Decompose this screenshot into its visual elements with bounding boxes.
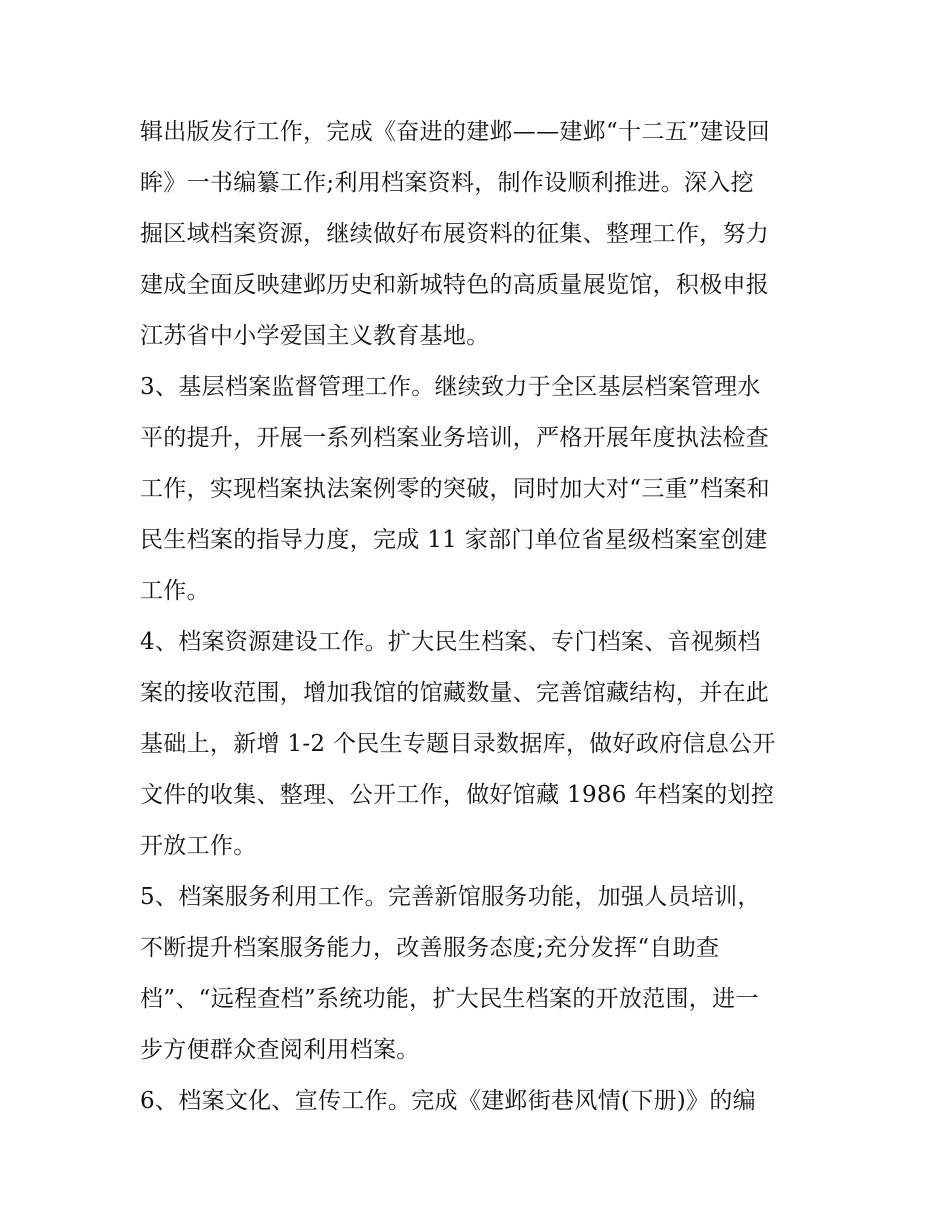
- text-line: 民生档案的指导力度，完成 11 家部门单位省星级档案室创建: [140, 527, 768, 553]
- text-line: 工作，实现档案执法案例零的突破，同时加大对“三重”档案和: [140, 476, 770, 502]
- text-line: 案的接收范围，增加我馆的馆藏数量、完善馆藏结构，并在此: [140, 680, 770, 706]
- text-line: 4、档案资源建设工作。扩大民生档案、专门档案、音视频档: [140, 629, 761, 655]
- text-line: 3、基层档案监督管理工作。继续致力于全区基层档案管理水: [140, 374, 761, 400]
- text-line: 5、档案服务利用工作。完善新馆服务功能，加强人员培训，: [140, 884, 761, 910]
- text-line: 基础上，新增 1-2 个民生专题目录数据库，做好政府信息公开: [140, 731, 776, 757]
- document-body: [140, 107, 820, 1127]
- text-line: 不断提升档案服务能力，改善服务态度;充分发挥“自助查: [140, 935, 720, 961]
- text-line: 建成全面反映建邺历史和新城特色的高质量展览馆，积极申报: [140, 272, 770, 298]
- text-line: 辑出版发行工作，完成《奋进的建邺——建邺“十二五”建设回: [140, 119, 770, 145]
- text-line: 眸》一书编纂工作;利用档案资料，制作设顺利推进。深入挖: [140, 170, 754, 196]
- text-line: 平的提升，开展一系列档案业务培训，严格开展年度执法检查: [140, 425, 770, 451]
- text-line: 江苏省中小学爱国主义教育基地。: [140, 323, 490, 349]
- text-line: 开放工作。: [140, 833, 257, 859]
- text-line: 6、档案文化、宣传工作。完成《建邺街巷风情(下册)》的编: [140, 1088, 756, 1114]
- text-line: 工作。: [140, 578, 210, 604]
- text-line: 步方便群众查阅利用档案。: [140, 1037, 420, 1063]
- text-line: 掘区域档案资源，继续做好布展资料的征集、整理工作，努力: [140, 221, 770, 247]
- text-line: 文件的收集、整理、公开工作，做好馆藏 1986 年档案的划控: [140, 782, 775, 808]
- text-line: 档”、“远程查档”系统功能，扩大民生档案的开放范围，进一: [140, 986, 759, 1012]
